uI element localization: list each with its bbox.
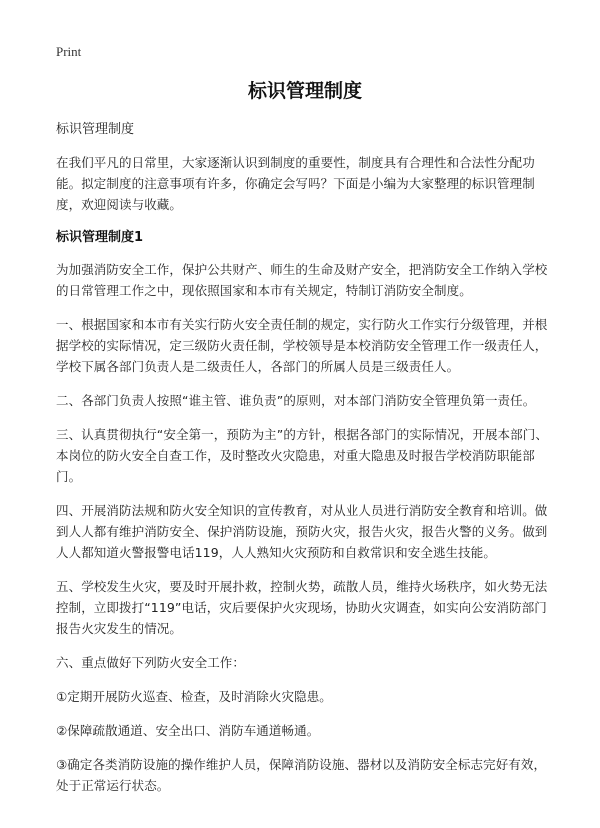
paragraph-item-6: 六、重点做好下列防火安全工作： [56,655,246,670]
document-subtitle: 标识管理制度 [56,122,135,137]
paragraph-item-4: 四、开展消防法规和防火安全知识的宣传教育，对从业人员进行消防安全教育和培训。做到人人都有维护消防安全、保护消防设施，预防火灾，报告火灾，报告火警的义务。做到人人都知道火警报警电话119，人人熟知火灾预防和自救常识和安全逃生技能。 [56,503,548,560]
intro-paragraph: 在我们平凡的日常里，大家逐渐认识到制度的重要性，制度具有合理性和合法性分配功能。拟定制度的注意事项有许多，你确定会写吗？下面是小编为大家整理的标识管理制度，欢迎阅读与收藏。 [56,155,535,212]
list-item-1: ①定期开展防火巡查、检查，及时消除火灾隐患。 [56,689,332,704]
paragraph-purpose: 为加强消防安全工作，保护公共财产、师生的生命及财产安全，把消防安全工作纳入学校的日常管理工作之中，现依照国家和本市有关规定，特制订消防安全制度。 [56,262,548,298]
paragraph-item-5: 五、学校发生火灾，要及时开展扑救，控制火势，疏散人员，维持火场秩序，如火势无法控制，立即拨打“119”电话，灾后要保护火灾现场，协助火灾调查，如实向公安消防部门报告火灾发生的情况。 [56,579,548,636]
paragraph-item-2: 二、各部门负责人按照“谁主管、谁负责”的原则，对本部门消防安全管理负第一责任。 [56,393,536,408]
list-item-3: ③确定各类消防设施的操作维护人员，保障消防设施、器材以及消防安全标志完好有效，处于正常运行状态。 [56,757,547,793]
list-item-2: ②保障疏散通道、安全出口、消防车通道畅通。 [56,723,320,738]
paragraph-item-1: 一、根据国家和本市有关实行防火安全责任制的规定，实行防火工作实行分级管理，并根据学校的实际情况，定三级防火责任制，学校领导是本校消防安全管理工作一级责任人，学校下属各部门负责人是二级责任人，各部门的所属人员是三级责任人。 [56,317,548,374]
page-title: 标识管理制度 [247,80,362,102]
print-link[interactable]: Print [56,44,82,59]
paragraph-item-3: 三、认真贯彻执行“安全第一，预防为主”的方针，根据各部门的实际情况，开展本部门、本岗位的防火安全自查工作，及时整改火灾隐患，对重大隐患及时报告学校消防职能部门。 [56,427,548,484]
section-heading: 标识管理制度1 [56,230,144,245]
